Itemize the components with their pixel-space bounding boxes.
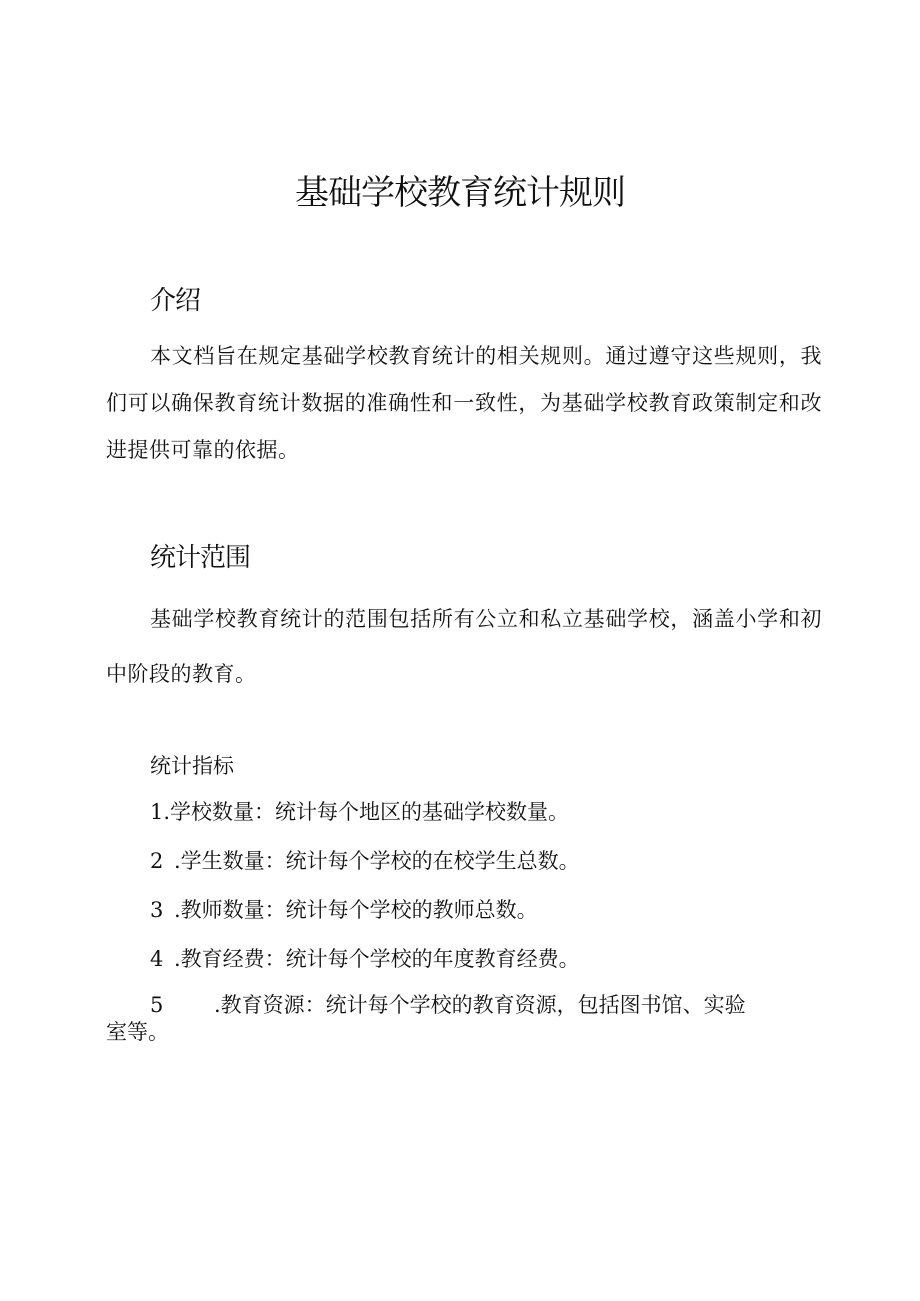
list-item [106, 893, 822, 942]
scope-heading: 统计范围 [150, 543, 251, 573]
list-item-number: 4 [150, 947, 164, 971]
list-item [106, 795, 822, 844]
list-item-text: .教育经费：统计每个学校的年度教育经费。 [174, 947, 580, 971]
list-item-text: .学生数量：统计每个学校的在校学生总数。 [174, 849, 580, 873]
list-item-text: .教师数量：统计每个学校的教师总数。 [174, 898, 538, 922]
list-item [106, 942, 822, 991]
list-item [106, 991, 822, 1046]
list-item-number: 1. [150, 800, 171, 824]
document-title: 基础学校教育统计规则 [295, 173, 625, 213]
intro-heading: 介绍 [150, 286, 201, 316]
list-item-text-continued: 室等。 [106, 1020, 169, 1044]
scope-paragraph: 基础学校教育统计的范围包括所有公立和私立基础学校，涵盖小学和初中阶段的教育。 [106, 607, 822, 686]
list-item [106, 844, 822, 893]
list-item-number: 3 [150, 898, 164, 922]
list-item-text: .教育资源：统计每个学校的教育资源，包括图书馆、实验 [214, 993, 746, 1017]
list-item-number: 2 [150, 849, 164, 873]
intro-paragraph: 本文档旨在规定基础学校教育统计的相关规则。通过遵守这些规则，我们可以确保教育统计数据的准确性和一致性，为基础学校教育政策制定和改进提供可靠的依据。 [106, 344, 822, 462]
indicators-heading: 统计指标 [150, 754, 234, 778]
list-item-text: 学校数量：统计每个地区的基础学校数量。 [170, 800, 570, 824]
indicators-list [106, 795, 822, 1046]
list-item-number: 5 [150, 993, 164, 1017]
